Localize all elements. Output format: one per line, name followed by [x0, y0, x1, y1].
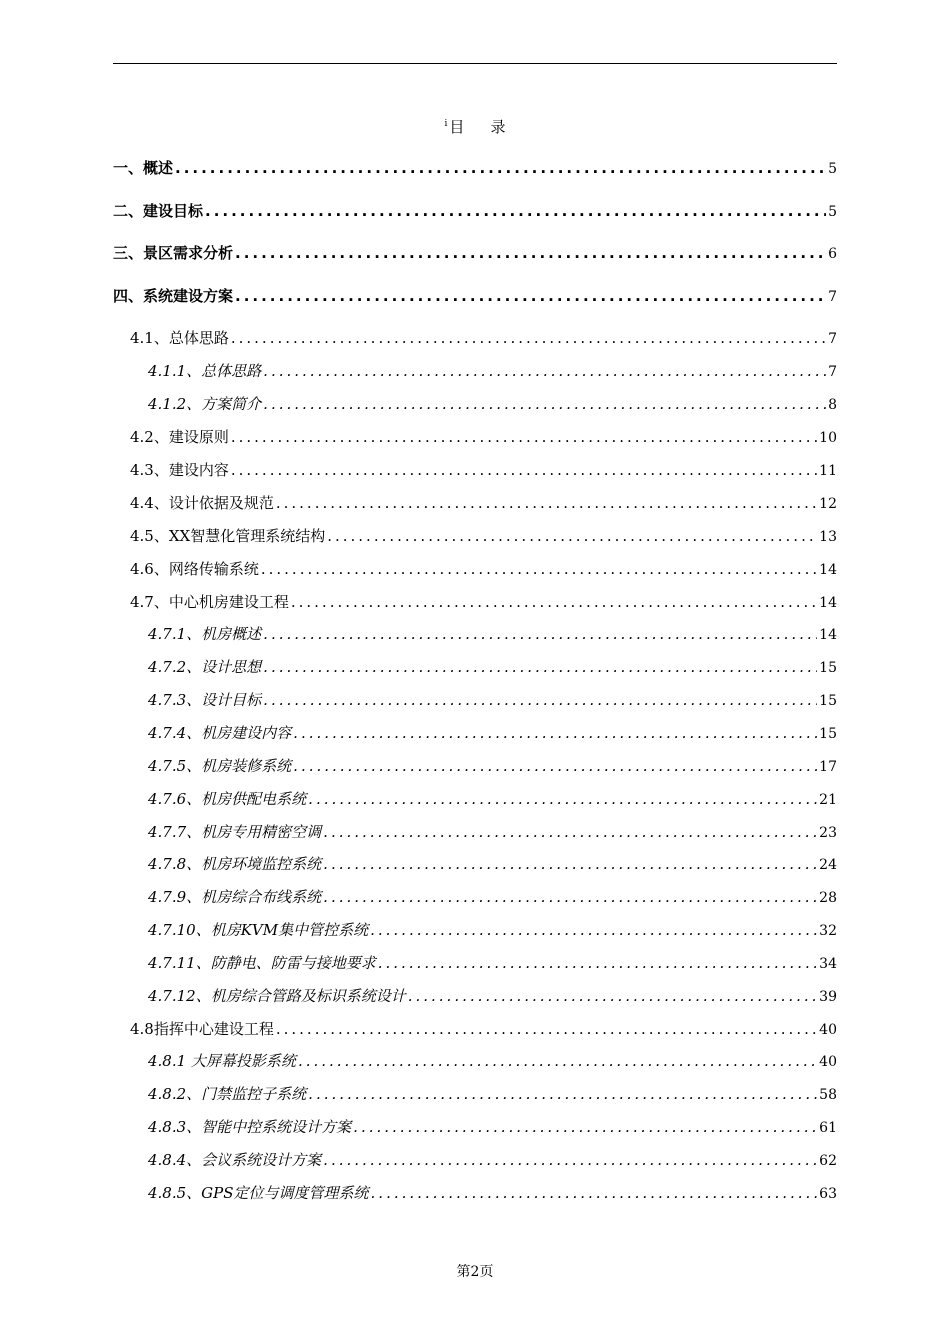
toc-entry-label: 4.8.4、会议系统设计方案: [148, 1151, 322, 1169]
toc-entry-label: 4.7.8、机房环境监控系统: [148, 855, 322, 873]
toc-entry[interactable]: [113, 1149, 837, 1171]
toc-dot-leader: [263, 625, 817, 643]
toc-entry[interactable]: [113, 821, 837, 843]
toc-entry[interactable]: [113, 689, 837, 711]
toc-dot-leader: [408, 987, 817, 1005]
toc-entry-page-number: 5: [828, 204, 837, 220]
toc-entry-page-number: 14: [819, 562, 837, 578]
toc-dot-leader: [353, 1118, 817, 1136]
toc-entry[interactable]: [113, 426, 837, 448]
toc-entry[interactable]: [113, 242, 837, 264]
toc-entry[interactable]: [113, 285, 837, 307]
toc-entry[interactable]: [113, 755, 837, 777]
toc-entry[interactable]: [113, 1083, 837, 1105]
toc-entry-label: 4.7.9、机房综合布线系统: [148, 888, 322, 906]
toc-entry-page-number: 62: [819, 1153, 837, 1169]
toc-entry[interactable]: [113, 853, 837, 875]
toc-entry[interactable]: [113, 393, 837, 415]
toc-entry-label: 4.7.4、机房建设内容: [148, 724, 292, 742]
toc-entry-page-number: 15: [819, 693, 837, 709]
toc-dot-leader: [293, 724, 817, 742]
toc-dot-leader: [291, 593, 817, 611]
toc-dot-leader: [323, 823, 817, 841]
toc-entry-page-number: 34: [819, 956, 837, 972]
toc-entry-label: 4.7.6、机房供配电系统: [148, 790, 307, 808]
title-superscript: i: [444, 119, 448, 129]
title-left-char: 目: [449, 118, 465, 136]
toc-dot-leader: [323, 1151, 817, 1169]
toc-entry-label: 4.8指挥中心建设工程: [130, 1020, 274, 1038]
toc-entry-label: 4.8.3、智能中控系统设计方案: [148, 1118, 352, 1136]
toc-entry[interactable]: [113, 623, 837, 645]
toc-entry[interactable]: [113, 788, 837, 810]
toc-entry-label: 4.7.11、防静电、防雷与接地要求: [148, 954, 376, 972]
toc-entry-page-number: 15: [819, 660, 837, 676]
toc-entry-label: 4.4、设计依据及规范: [130, 494, 274, 512]
toc-entry-page-number: 39: [819, 989, 837, 1005]
toc-dot-leader: [263, 395, 826, 413]
toc-entry-page-number: 63: [819, 1186, 837, 1202]
toc-dot-leader: [231, 461, 817, 479]
toc-dot-leader: [231, 428, 817, 446]
toc-entry-page-number: 12: [819, 496, 837, 512]
toc-entry-label: 4.8.1 大屏幕投影系统: [148, 1052, 296, 1070]
toc-entry[interactable]: [113, 360, 837, 382]
toc-entry[interactable]: [113, 492, 837, 514]
toc-entry-label: 4.5、XX智慧化管理系统结构: [130, 527, 326, 545]
toc-dot-leader: [235, 244, 826, 262]
toc-entry-label: 二、建设目标: [113, 202, 204, 220]
toc-entry[interactable]: [113, 157, 837, 179]
toc-entry-page-number: 58: [819, 1087, 837, 1103]
toc-entry-label: 一、概述: [113, 159, 174, 177]
toc-entry-page-number: 15: [819, 726, 837, 742]
toc-entry-label: 4.8.5、GPS定位与调度管理系统: [148, 1184, 369, 1202]
toc-entry[interactable]: [113, 886, 837, 908]
toc-dot-leader: [308, 1085, 817, 1103]
toc-dot-leader: [371, 1184, 818, 1202]
toc-entry[interactable]: [113, 985, 837, 1007]
page-number-footer: 第2页: [456, 1264, 494, 1280]
toc-entry[interactable]: [113, 656, 837, 678]
toc-title: [0, 116, 950, 137]
toc-entry-page-number: 6: [828, 246, 837, 262]
title-right-char: 录: [490, 118, 506, 136]
toc-dot-leader: [231, 329, 826, 347]
toc-entry-page-number: 8: [828, 397, 837, 413]
toc-entry-page-number: 13: [819, 529, 837, 545]
toc-entry[interactable]: [113, 327, 837, 349]
toc-dot-leader: [261, 560, 817, 578]
toc-entry-page-number: 61: [819, 1120, 837, 1136]
toc-dot-leader: [323, 855, 817, 873]
toc-entry-page-number: 23: [819, 825, 837, 841]
toc-entry[interactable]: [113, 591, 837, 613]
toc-dot-leader: [205, 202, 826, 220]
toc-entry-label: 4.7.12、机房综合管路及标识系统设计: [148, 987, 406, 1005]
toc-dot-leader: [263, 362, 826, 380]
toc-entry-label: 4.8.2、门禁监控子系统: [148, 1085, 307, 1103]
toc-entry-page-number: 5: [828, 161, 837, 177]
toc-entry-page-number: 28: [819, 890, 837, 906]
toc-dot-leader: [323, 888, 817, 906]
toc-entry[interactable]: [113, 558, 837, 580]
toc-entry-label: 4.7.3、设计目标: [148, 691, 262, 709]
toc-entry[interactable]: [113, 459, 837, 481]
toc-entry-label: 4.7.2、设计思想: [148, 658, 262, 676]
toc-entry-page-number: 14: [819, 627, 837, 643]
toc-entry-label: 4.7.1、机房概述: [148, 625, 262, 643]
toc-entry-label: 4.1.2、方案简介: [148, 395, 262, 413]
toc-entry-page-number: 7: [828, 331, 837, 347]
toc-entry-label: 四、系统建设方案: [113, 287, 234, 305]
toc-entry-label: 4.7.10、机房KVM集中管控系统: [148, 921, 369, 939]
toc-entry[interactable]: [113, 1116, 837, 1138]
toc-entry-page-number: 21: [819, 792, 837, 808]
toc-entry-page-number: 14: [819, 595, 837, 611]
toc-entry-page-number: 32: [819, 923, 837, 939]
toc-entry-page-number: 17: [819, 759, 837, 775]
toc-dot-leader: [175, 159, 826, 177]
toc-entry-label: 三、景区需求分析: [113, 244, 234, 262]
toc-entry-page-number: 7: [828, 364, 837, 380]
header-rule: [113, 63, 837, 64]
toc-dot-leader: [378, 954, 817, 972]
toc-entry-label: 4.6、网络传输系统: [130, 560, 259, 578]
toc-dot-leader: [370, 921, 817, 939]
toc-dot-leader: [276, 1020, 817, 1038]
toc-dot-leader: [263, 691, 817, 709]
toc-entry-label: 4.1.1、总体思路: [148, 362, 262, 380]
toc-dot-leader: [276, 494, 817, 512]
toc-dot-leader: [308, 790, 817, 808]
toc-entry-page-number: 24: [819, 857, 837, 873]
toc-dot-leader: [327, 527, 817, 545]
toc-entry[interactable]: [113, 200, 837, 222]
toc-entry-page-number: 11: [819, 463, 837, 479]
toc-entry-label: 4.1、总体思路: [130, 329, 229, 347]
toc-entry[interactable]: [113, 919, 837, 941]
toc-entry-page-number: 40: [819, 1022, 837, 1038]
toc-entry[interactable]: [113, 1018, 837, 1040]
toc-entry-page-number: 7: [828, 289, 837, 305]
toc-entry[interactable]: [113, 1182, 837, 1204]
toc-dot-leader: [263, 658, 817, 676]
toc-entry-page-number: 40: [819, 1054, 837, 1070]
toc-entry[interactable]: [113, 722, 837, 744]
toc-entry-page-number: 10: [819, 430, 837, 446]
toc-dot-leader: [293, 757, 817, 775]
toc-entry-label: 4.7.7、机房专用精密空调: [148, 823, 322, 841]
toc-entry[interactable]: [113, 1050, 837, 1072]
toc-entry-label: 4.7.5、机房装修系统: [148, 757, 292, 775]
toc-entry[interactable]: [113, 952, 837, 974]
toc-dot-leader: [298, 1052, 817, 1070]
toc-dot-leader: [235, 287, 826, 305]
toc-entry-label: 4.2、建设原则: [130, 428, 229, 446]
toc-entry[interactable]: [113, 525, 837, 547]
toc-entry-label: 4.3、建设内容: [130, 461, 229, 479]
toc-entry-label: 4.7、中心机房建设工程: [130, 593, 289, 611]
